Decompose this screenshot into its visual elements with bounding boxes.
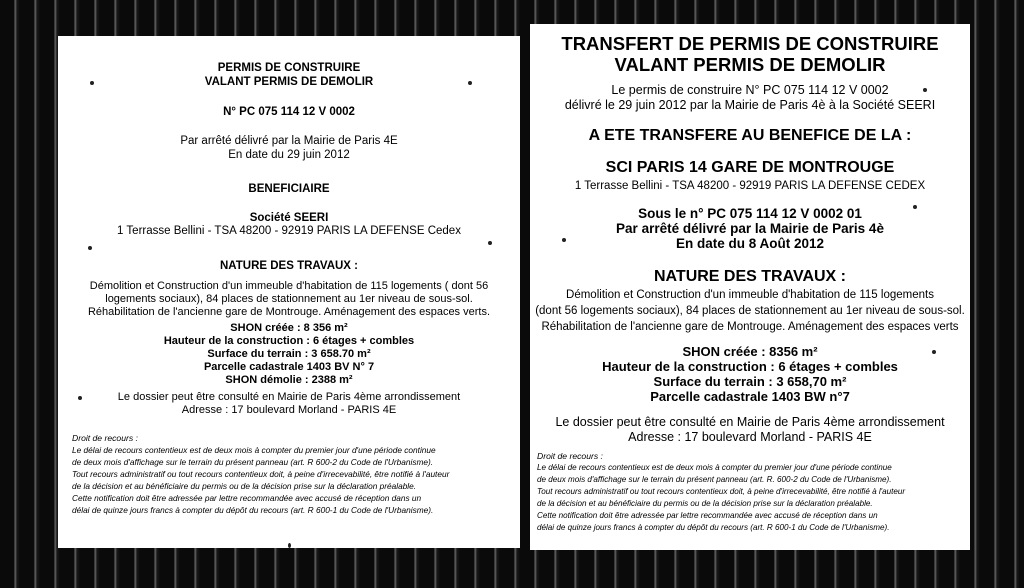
- permit-reference-detail: délivré le 29 juin 2012 par la Mairie de Paris 4è à la Société SEERI: [564, 98, 936, 112]
- permit-reference: Le permis de construire N° PC 075 114 12 V 0002: [611, 83, 889, 97]
- sign-subtitle: VALANT PERMIS DE DEMOLIR: [614, 54, 886, 75]
- works-heading: NATURE DES TRAVAUX :: [220, 260, 358, 272]
- construction-height: Hauteur de la construction : 6 étages + combles: [163, 335, 415, 347]
- works-description-line: Démolition et Construction d'un immeuble d'habitation de 115 logements: [566, 289, 934, 301]
- building-permit-sign: [58, 36, 520, 548]
- appeal-heading: Droit de recours :: [537, 451, 603, 461]
- appeal-text-line: Le délai de recours contentieux est de deux mois à compter du premier jour d'une période continue: [72, 445, 436, 455]
- dossier-address: Adresse : 17 boulevard Morland - PARIS 4E: [628, 430, 872, 444]
- appeal-text-line: Cette notification doit être adressée par lettre recommandée avec accusé de réception dans un: [537, 511, 878, 520]
- beneficiary-address: 1 Terrasse Bellini - TSA 48200 - 92919 PARIS LA DEFENSE CEDEX: [574, 180, 926, 192]
- beneficiary-name: Société SEERI: [249, 212, 329, 224]
- works-description-line: Réhabilitation de l'ancienne gare de Montrouge. Aménagement des espaces verts: [541, 321, 959, 333]
- works-description-line: logements sociaux), 84 places de stationnement au 1er niveau de sous-sol.: [105, 293, 473, 305]
- land-area: Surface du terrain : 3 658,70 m²: [653, 374, 847, 389]
- shon-demolished: SHON démolie : 2388 m²: [225, 374, 353, 386]
- appeal-text-line: Tout recours administratif ou tout recours contentieux doit, à peine d'irrecevabilité, être notifié à l'auteur: [537, 487, 906, 496]
- dossier-address: Adresse : 17 boulevard Morland - PARIS 4E: [181, 404, 397, 416]
- permit-transfer-sign: [530, 24, 970, 550]
- dossier-info: Le dossier peut être consulté en Mairie de Paris 4ème arrondissement: [555, 415, 945, 429]
- appeal-text-line: de la décision et au bénéficiaire du permis ou de la décision prise sur la déclaration préalable.: [537, 499, 873, 508]
- appeal-text-line: de la décision et au bénéficiaire du permis ou de la décision prise sur la déclaration préalable.: [72, 481, 417, 491]
- appeal-text-line: délai de quinze jours francs à compter du dépôt du recours (art. R 600-1 du Code de l'Urbanisme).: [72, 505, 434, 515]
- sign-title: PERMIS DE CONSTRUIRE: [217, 62, 361, 74]
- beneficiary-name: SCI PARIS 14 GARE DE MONTROUGE: [605, 159, 895, 176]
- screw-dot: [488, 241, 492, 245]
- beneficiary-heading: BENEFICIAIRE: [248, 183, 330, 195]
- works-description-line: Démolition et Construction d'un immeuble d'habitation de 115 logements ( dont 56: [89, 280, 489, 292]
- issued-by: Par arrêté délivré par la Mairie de Paris 4E: [180, 135, 398, 147]
- appeal-text-line: de deux mois d'affichage sur le terrain du présent panneau (art. R. 600-2 du Code de l'Urbanisme).: [537, 475, 892, 484]
- works-description-line: Réhabilitation de l'ancienne gare de Montrouge. Aménagement des espaces verts.: [87, 306, 491, 318]
- appeal-text-line: de deux mois d'affichage sur le terrain du présent panneau (art. R 600-2 du Code de l'Urbanisme).: [72, 457, 434, 467]
- transfer-issued-by: Par arrêté délivré par la Mairie de Paris 4è: [616, 221, 884, 236]
- screw-dot: [288, 543, 291, 548]
- transfer-heading: A ETE TRANSFERE AU BENEFICE DE LA :: [588, 127, 912, 144]
- screw-dot: [88, 246, 92, 250]
- land-area: Surface du terrain : 3 658.70 m²: [207, 348, 371, 360]
- issued-date: En date du 29 juin 2012: [228, 149, 350, 161]
- cadastral-parcel: Parcelle cadastrale 1403 BV N° 7: [203, 361, 375, 373]
- appeal-text-line: délai de quinze jours francs à compter du dépôt du recours (art. R 600-1 du Code de l'Urbanisme).: [537, 523, 890, 532]
- shon-created: SHON créée : 8356 m²: [682, 344, 818, 359]
- construction-height: Hauteur de la construction : 6 étages + combles: [602, 359, 898, 374]
- appeal-heading: Droit de recours :: [72, 433, 138, 443]
- shon-created: SHON créée : 8 356 m²: [230, 322, 348, 334]
- permit-number: N° PC 075 114 12 V 0002: [223, 106, 355, 118]
- cadastral-parcel: Parcelle cadastrale 1403 BW n°7: [650, 389, 850, 404]
- sign-title: TRANSFERT DE PERMIS DE CONSTRUIRE: [561, 33, 939, 54]
- works-description-line: (dont 56 logements sociaux), 84 places de stationnement au 1er niveau de sous-sol.: [535, 305, 965, 317]
- transfer-number: Sous le n° PC 075 114 12 V 0002 01: [638, 206, 862, 221]
- dossier-info: Le dossier peut être consulté en Mairie de Paris 4ème arrondissement: [117, 391, 461, 403]
- beneficiary-address: 1 Terrasse Bellini - TSA 48200 - 92919 PARIS LA DEFENSE Cedex: [117, 225, 461, 237]
- appeal-text-line: Cette notification doit être adressée par lettre recommandée avec accusé de réception dans un: [72, 493, 422, 503]
- transfer-date: En date du 8 Août 2012: [675, 236, 825, 251]
- sign-subtitle: VALANT PERMIS DE DEMOLIR: [204, 76, 374, 88]
- appeal-text-line: Tout recours administratif ou tout recours contentieux doit, à peine d'irrecevabilité, être notifié à l'auteur: [72, 469, 450, 479]
- works-heading: NATURE DES TRAVAUX :: [654, 268, 846, 285]
- appeal-text-line: Le délai de recours contentieux est de deux mois à compter du premier jour d'une période continue: [537, 463, 892, 472]
